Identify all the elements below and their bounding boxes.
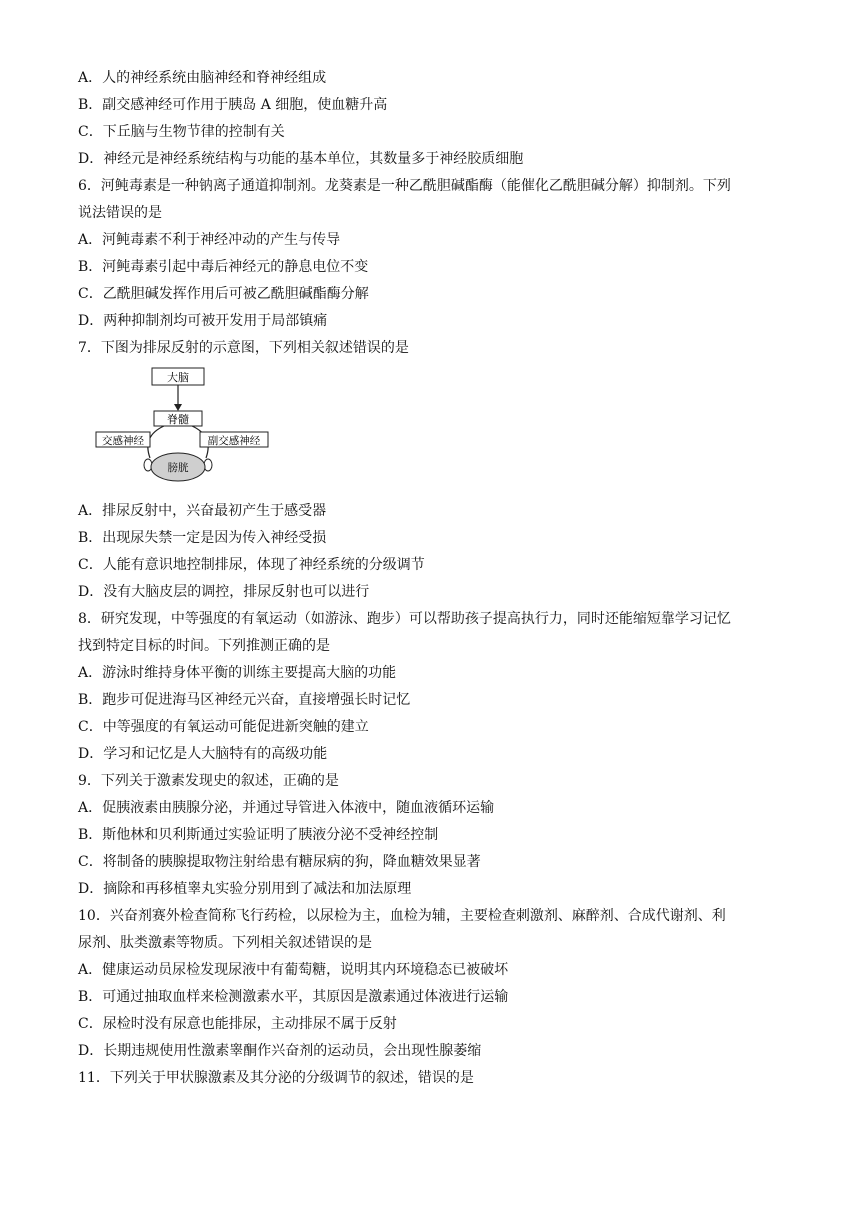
text-line: D．没有大脑皮层的调控，排尿反射也可以进行 (78, 584, 370, 600)
urination-reflex-diagram (94, 366, 274, 482)
text-line: A．健康运动员尿检发现尿液中有葡萄糖，说明其内环境稳态已被破坏 (78, 962, 509, 978)
text-line: C．下丘脑与生物节律的控制有关 (78, 124, 285, 140)
text-line: C．尿检时没有尿意也能排尿，主动排尿不属于反射 (78, 1016, 397, 1032)
text-line: C．人能有意识地控制排尿，体现了神经系统的分级调节 (78, 557, 425, 573)
text-line: C．中等强度的有氧运动可能促进新突触的建立 (78, 719, 369, 735)
spinal-cord-label: 脊髓 (167, 413, 189, 426)
text-line: B．跑步可促进海马区神经元兴奋，直接增强长时记忆 (78, 692, 411, 708)
brain-label: 大脑 (167, 371, 189, 384)
bladder-label: 膀胱 (167, 462, 189, 474)
text-line: 7．下图为排尿反射的示意图，下列相关叙述错误的是 (78, 340, 409, 356)
text-line: D．两种抑制剂均可被开发用于局部镇痛 (78, 313, 328, 329)
text-line: C．乙酰胆碱发挥作用后可被乙酰胆碱酯酶分解 (78, 286, 369, 302)
text-line: 说法错误的是 (78, 205, 162, 221)
arrow-head-down (174, 404, 182, 411)
text-line: B．可通过抽取血样来检测激素水平，其原因是激素通过体液进行运输 (78, 989, 509, 1005)
text-line: A．促胰液素由胰腺分泌，并通过导管进入体液中，随血液循环运输 (78, 800, 495, 816)
text-line: B．河鲀毒素引起中毒后神经元的静息电位不变 (78, 259, 369, 275)
text-line: D．摘除和再移植睾丸实验分别用到了减法和加法原理 (78, 881, 412, 897)
text-line: A．河鲀毒素不利于神经冲动的产生与传导 (78, 232, 341, 248)
text-line: A．排尿反射中，兴奋最初产生于感受器 (78, 503, 327, 519)
text-line: A．游泳时维持身体平衡的训练主要提高大脑的功能 (78, 665, 397, 681)
text-line: 9．下列关于激素发现史的叙述，正确的是 (78, 773, 339, 789)
text-line: 尿剂、肽类激素等物质。下列相关叙述错误的是 (78, 935, 372, 951)
text-line: A．人的神经系统由脑神经和脊神经组成 (78, 70, 327, 86)
text-line: D．神经元是神经系统结构与功能的基本单位，其数量多于神经胶质细胞 (78, 151, 524, 167)
text-line: 找到特定目标的时间。下列推测正确的是 (78, 638, 330, 654)
text-line: 8．研究发现，中等强度的有氧运动（如游泳、跑步）可以帮助孩子提高执行力，同时还能缩短靠学习记忆 (78, 611, 731, 627)
text-line: 11．下列关于甲状腺激素及其分泌的分级调节的叙述，错误的是 (78, 1070, 474, 1086)
sympathetic-label: 交感神经 (102, 435, 144, 447)
parasympathetic-label: 副交感神经 (207, 435, 261, 447)
text-line: D．学习和记忆是人大脑特有的高级功能 (78, 746, 328, 762)
text-line: B．出现尿失禁一定是因为传入神经受损 (78, 530, 327, 546)
text-line: D．长期违规使用性激素睾酮作兴奋剂的运动员，会出现性腺萎缩 (78, 1043, 482, 1059)
text-line: C．将制备的胰腺提取物注射给患有糖尿病的狗，降血糖效果显著 (78, 854, 481, 870)
text-line: 6．河鲀毒素是一种钠离子通道抑制剂。龙葵素是一种乙酰胆碱酯酶（能催化乙酰胆碱分解）抑制剂。下列 (78, 178, 731, 194)
text-line: B．副交感神经可作用于胰岛 A 细胞，使血糖升高 (78, 97, 388, 113)
text-line: 10．兴奋剂赛外检查简称飞行药检，以尿检为主，血检为辅，主要检查刺激剂、麻醉剂、合成代谢剂、利 (78, 908, 726, 924)
text-line: B．斯他林和贝利斯通过实验证明了胰液分泌不受神经控制 (78, 827, 439, 843)
